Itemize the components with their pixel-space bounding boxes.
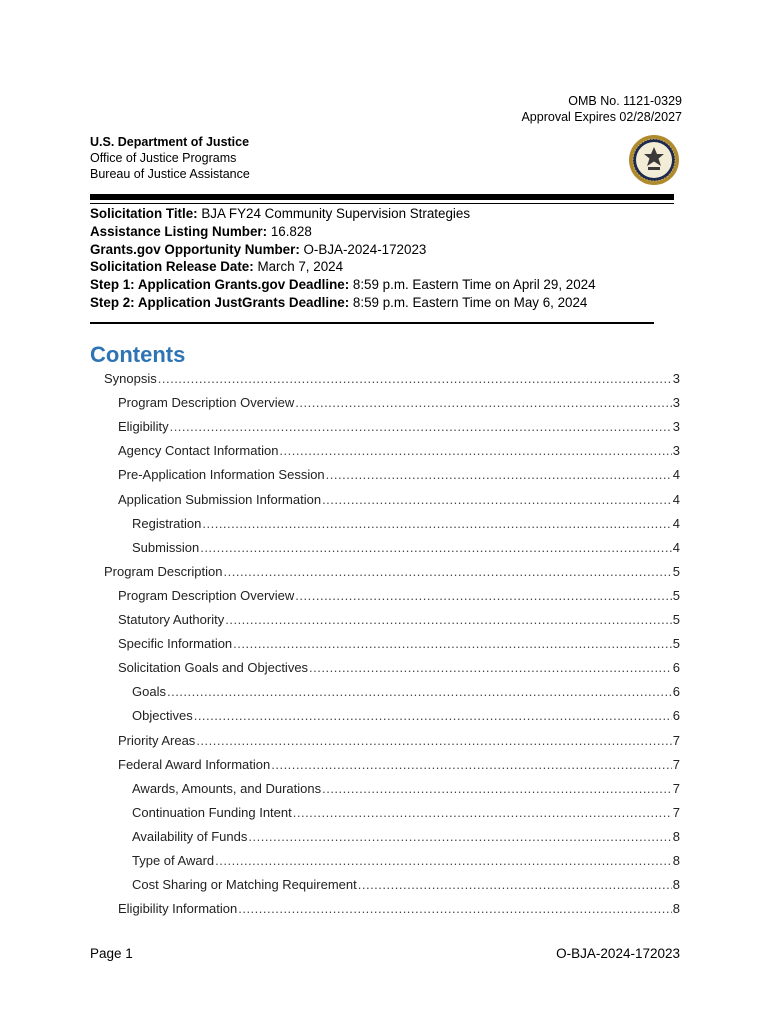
toc-dot-leader	[322, 492, 672, 507]
toc-entry-title: Cost Sharing or Matching Requirement	[132, 877, 357, 893]
toc-entry-page: 8	[672, 877, 680, 893]
toc-entry-page: 5	[672, 636, 680, 652]
toc-entry-page: 5	[672, 612, 680, 627]
toc-dot-leader	[248, 829, 671, 844]
toc-entry-page: 5	[672, 563, 680, 579]
toc-dot-leader	[322, 781, 672, 796]
toc-entry[interactable]	[90, 805, 680, 823]
release-date-line: Solicitation Release Date: March 7, 2024	[90, 259, 344, 275]
toc-dot-leader	[215, 853, 672, 868]
toc-entry-page: 3	[672, 419, 680, 435]
toc-entry-title: Eligibility Information	[118, 901, 238, 917]
omb-number: OMB No. 1121-0329	[568, 94, 682, 108]
toc-dot-leader	[196, 733, 671, 748]
toc-entry-page: 8	[672, 828, 680, 844]
toc-entry-page: 4	[672, 491, 680, 507]
toc-entry-title: Program Description	[104, 563, 223, 579]
toc-entry[interactable]	[90, 781, 680, 799]
approval-expires: Approval Expires 02/28/2027	[521, 110, 682, 124]
office-name: Office of Justice Programs	[90, 151, 237, 165]
toc-dot-leader	[326, 467, 672, 482]
page-number: Page 1	[90, 946, 133, 961]
opportunity-number-line: Grants.gov Opportunity Number: O-BJA-2024-172023	[90, 241, 427, 257]
toc-entry-page: 8	[672, 901, 680, 917]
toc-dot-leader	[225, 612, 672, 627]
toc-entry-title: Synopsis	[104, 371, 157, 386]
toc-entry-page: 3	[672, 371, 680, 386]
toc-entry-title: Type of Award	[132, 853, 215, 868]
toc-entry-page: 4	[672, 467, 680, 483]
toc-entry-title: Registration	[132, 515, 202, 531]
toc-entry-title: Objectives	[132, 708, 193, 724]
bureau-name: Bureau of Justice Assistance	[90, 167, 250, 181]
toc-dot-leader	[293, 805, 672, 820]
department-name: U.S. Department of Justice	[90, 135, 250, 149]
header-rule-thin	[90, 203, 674, 204]
toc-entry-page: 7	[672, 756, 680, 772]
toc-entry-page: 8	[672, 853, 680, 868]
document-id: O-BJA-2024-172023	[556, 946, 680, 961]
toc-entry-page: 7	[672, 780, 680, 796]
toc-entry[interactable]	[90, 516, 680, 534]
toc-entry-title: Priority Areas	[118, 732, 196, 748]
solicitation-rule	[90, 322, 654, 324]
omb-block	[521, 93, 682, 125]
toc-dot-leader	[279, 443, 671, 458]
step2-deadline-line: Step 2: Application JustGrants Deadline: 8:59 p.m. Eastern Time on May 6, 2024	[90, 294, 588, 310]
toc-dot-leader	[309, 660, 672, 675]
listing-number-line: Assistance Listing Number: 16.828	[90, 223, 312, 239]
toc-entry[interactable]	[90, 419, 680, 437]
toc-entry-page: 4	[672, 515, 680, 531]
toc-entry-title: Submission	[132, 539, 200, 555]
toc-entry-page: 4	[672, 539, 680, 555]
toc-entry[interactable]	[90, 467, 680, 485]
toc-entry-title: Solicitation Goals and Objectives	[118, 660, 309, 676]
toc-entry[interactable]	[90, 684, 680, 702]
toc-entry[interactable]	[90, 588, 680, 606]
toc-entry[interactable]	[90, 395, 680, 413]
toc-entry[interactable]	[90, 877, 680, 895]
step1-deadline-line: Step 1: Application Grants.gov Deadline: 8:59 p.m. Eastern Time on April 29, 2024	[90, 277, 596, 293]
toc-dot-leader	[194, 708, 672, 723]
toc-entry[interactable]	[90, 612, 680, 630]
toc-entry-title: Federal Award Information	[118, 756, 271, 772]
toc-entry[interactable]	[90, 540, 680, 558]
toc-entry[interactable]	[90, 660, 680, 678]
toc-entry-title: Application Submission Information	[118, 491, 322, 507]
toc-entry-page: 6	[672, 660, 680, 676]
toc-entry-title: Goals	[132, 684, 166, 700]
toc-entry-title: Continuation Funding Intent	[132, 804, 292, 820]
toc-dot-leader	[295, 588, 671, 603]
contents-heading: Contents	[90, 342, 186, 367]
toc-entry-title: Specific Information	[118, 636, 233, 652]
toc-entry-title: Program Description Overview	[118, 395, 295, 411]
toc-entry-page: 6	[672, 708, 680, 724]
toc-entry-title: Statutory Authority	[118, 612, 225, 627]
toc-entry[interactable]	[90, 492, 680, 510]
toc-dot-leader	[202, 516, 671, 531]
toc-entry-title: Awards, Amounts, and Durations	[132, 780, 322, 796]
toc-dot-leader	[271, 757, 672, 772]
toc-dot-leader	[167, 684, 672, 699]
toc-entry[interactable]	[90, 443, 680, 461]
toc-entry-title: Agency Contact Information	[118, 443, 279, 459]
toc-dot-leader	[238, 901, 672, 916]
toc-entry[interactable]	[90, 757, 680, 775]
toc-entry-page: 7	[672, 732, 680, 748]
toc-entry-title: Eligibility	[118, 419, 169, 435]
toc-entry-page: 3	[672, 395, 680, 411]
toc-dot-leader	[158, 371, 672, 386]
toc-entry[interactable]	[90, 564, 680, 582]
toc-dot-leader	[170, 419, 672, 434]
toc-entry[interactable]	[90, 829, 680, 847]
toc-entry-page: 7	[672, 804, 680, 820]
toc-entry-title: Pre-Application Information Session	[118, 467, 325, 483]
toc-dot-leader	[358, 877, 672, 892]
toc-entry-page: 3	[672, 443, 680, 459]
toc-entry[interactable]	[90, 733, 680, 751]
toc-entry-title: Availability of Funds	[132, 828, 248, 844]
toc-entry-page: 6	[672, 684, 680, 700]
solicitation-block	[90, 205, 596, 312]
toc-entry[interactable]	[90, 636, 680, 654]
toc-entry[interactable]	[90, 708, 680, 726]
toc-dot-leader	[295, 395, 671, 410]
toc-dot-leader	[200, 540, 672, 555]
toc-entry-page: 5	[672, 587, 680, 603]
toc-dot-leader	[233, 636, 672, 651]
toc-dot-leader	[224, 564, 672, 579]
solicitation-title-line: Solicitation Title: BJA FY24 Community Supervision Strategies	[90, 206, 471, 221]
toc-entry-title: Program Description Overview	[118, 587, 295, 603]
toc-entry[interactable]	[90, 853, 680, 871]
toc-entry[interactable]	[90, 371, 680, 389]
doj-seal-icon	[628, 134, 680, 186]
agency-block	[90, 134, 250, 182]
header-rule-thick	[90, 194, 674, 200]
toc-entry[interactable]	[90, 901, 680, 919]
